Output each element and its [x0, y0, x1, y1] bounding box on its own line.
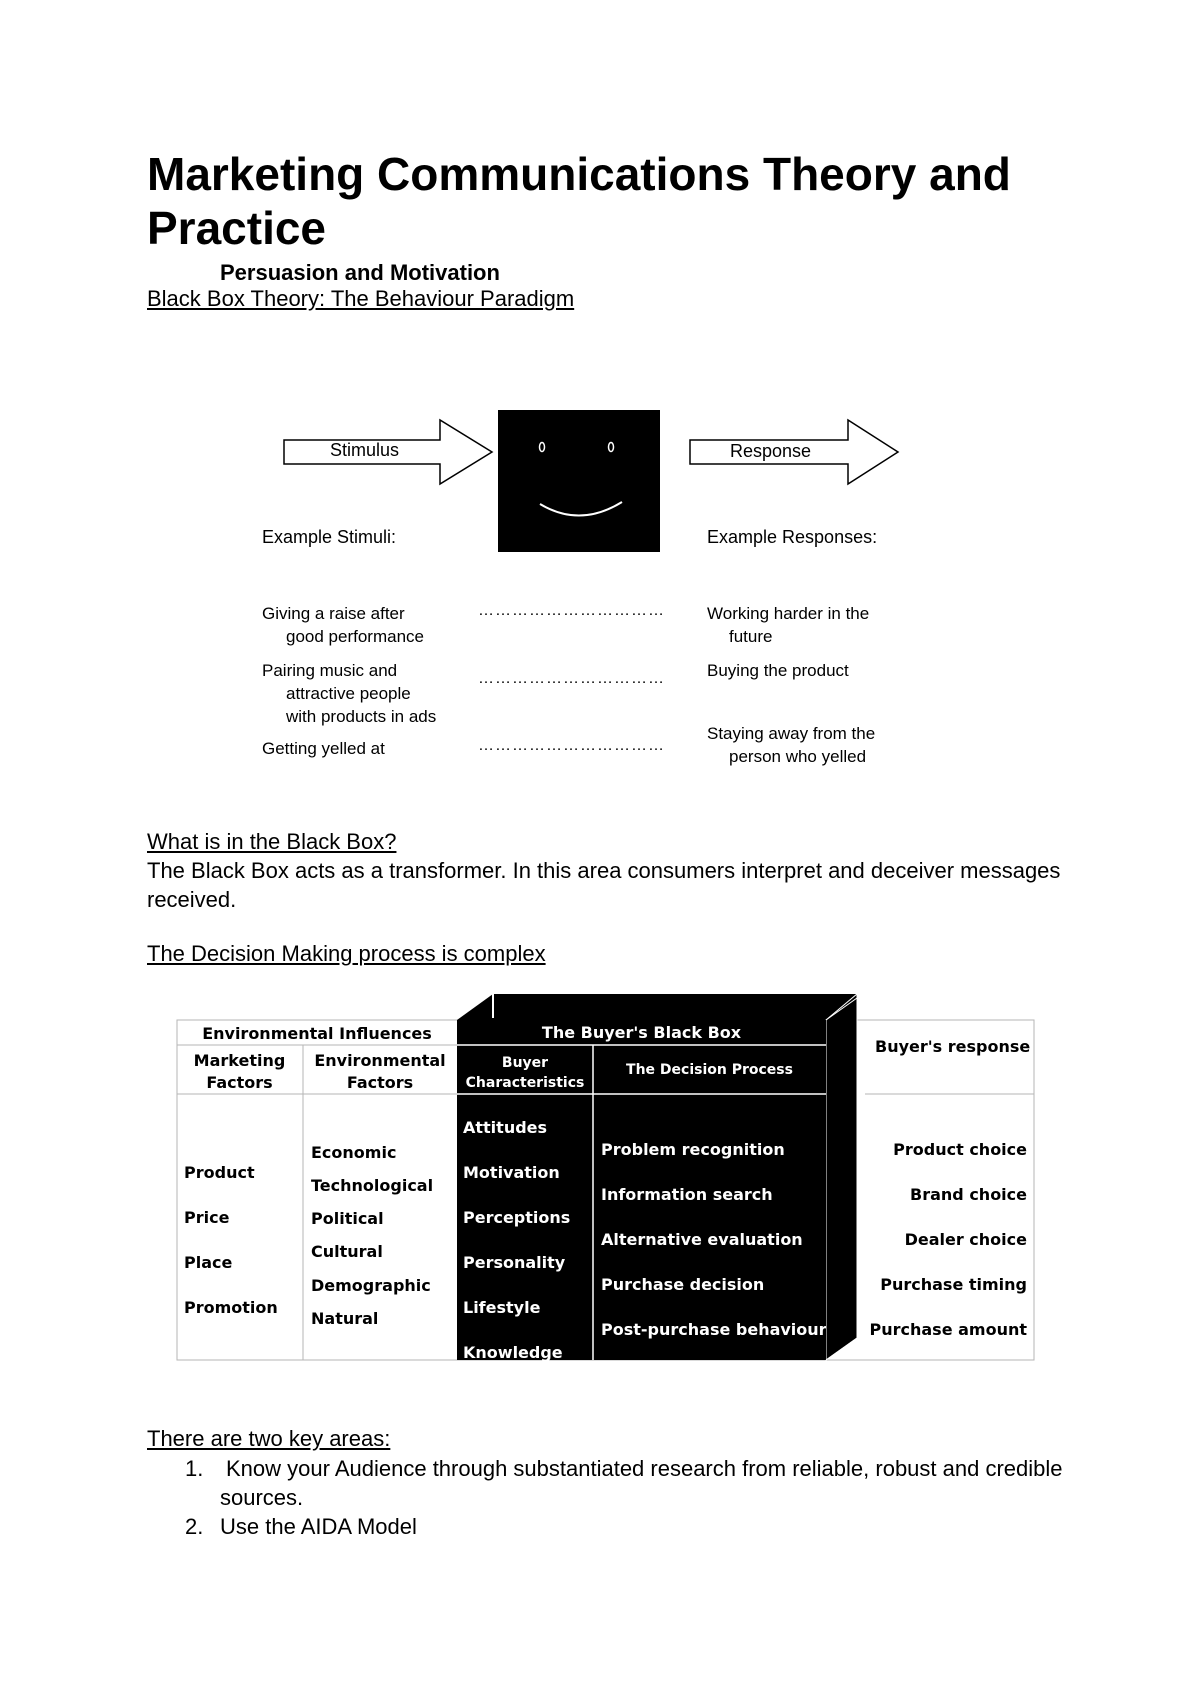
example-responses-label: Example Responses: [707, 527, 878, 547]
section-heading-black-box-theory: Black Box Theory: The Behaviour Paradigm [147, 286, 575, 311]
stimulus-line: Giving a raise after [262, 604, 405, 623]
stimulus-line: Pairing music and [262, 661, 398, 680]
stimulus-line: attractive people [286, 684, 411, 703]
cube-top [457, 994, 857, 1020]
decision-step: Alternative evaluation [601, 1230, 803, 1249]
section-heading-what-is-in-black-box: What is in the Black Box? [147, 829, 397, 854]
stimulus-example [262, 737, 385, 760]
decision-process-header: The Decision Process [626, 1062, 793, 1078]
black-box [498, 410, 660, 552]
buyers-black-box-header: The Buyer's Black Box [541, 1023, 742, 1042]
buyer-characteristic: Attitudes [463, 1118, 548, 1137]
stimulus-line: with products in ads [286, 707, 437, 726]
stimulus-example [262, 659, 436, 728]
buyer-characteristic: Motivation [463, 1163, 560, 1182]
environmental-factors-header: Environmental Factors [314, 1051, 446, 1092]
response-example [707, 659, 849, 682]
buyers-black-box-diagram [175, 990, 1035, 1370]
marketing-factors-header: Marketing Factors [193, 1051, 286, 1092]
response-label: Response [730, 441, 812, 461]
decision-step: Problem recognition [601, 1140, 785, 1159]
list-item-text: Know your Audience through substantiated research from reliable, robust and credible sources. [220, 1456, 1063, 1510]
environmental-factor: Cultural [311, 1242, 383, 1261]
buyer-characteristics-header: Buyer Characteristics [465, 1055, 585, 1091]
stimulus-line: good performance [286, 627, 424, 646]
black-box-stimulus-response-diagram [240, 400, 960, 780]
list-item-number: 2. [185, 1514, 204, 1539]
stimulus-label: Stimulus [330, 440, 400, 460]
cube-side [826, 994, 857, 1360]
list-item-text: Use the AIDA Model [220, 1514, 417, 1539]
response-line: future [729, 627, 773, 646]
connector-dots: …………………………… [478, 670, 665, 687]
section-heading-two-key-areas: There are two key areas: [147, 1426, 391, 1451]
marketing-factor: Place [184, 1253, 233, 1272]
buyer-response: Product choice [893, 1140, 1027, 1159]
section-heading-decision-making: The Decision Making process is complex [147, 941, 546, 966]
section-paragraph: The Black Box acts as a transformer. In this area consumers interpret and deceiver messages received. [147, 858, 1061, 912]
connector-dots: …………………………… [478, 737, 665, 754]
connector-dots: …………………………… [478, 602, 665, 619]
marketing-factor: Promotion [184, 1298, 278, 1317]
stimulus-line: Getting yelled at [262, 739, 385, 758]
buyer-response: Purchase amount [869, 1320, 1027, 1339]
response-line: Staying away from the [707, 724, 876, 743]
example-stimuli-label: Example Stimuli: [262, 527, 397, 547]
buyer-characteristic: Personality [463, 1253, 566, 1272]
list-item-number: 1. [185, 1456, 204, 1481]
marketing-factor: Product [184, 1163, 255, 1182]
response-line: person who yelled [729, 747, 867, 766]
buyer-response: Brand choice [910, 1185, 1027, 1204]
response-example [707, 722, 875, 768]
buyer-characteristic: Perceptions [463, 1208, 571, 1227]
document-title: Marketing Communications Theory and Practice [147, 148, 1011, 254]
environmental-factor: Political [311, 1209, 384, 1228]
environmental-factor: Demographic [311, 1276, 431, 1295]
response-example [707, 602, 869, 648]
response-line: Working harder in the [707, 604, 870, 623]
environmental-factor: Technological [311, 1176, 434, 1195]
response-line: Buying the product [707, 661, 849, 680]
buyer-response: Purchase timing [880, 1275, 1027, 1294]
environmental-factor: Economic [311, 1143, 397, 1162]
environmental-factor: Natural [311, 1309, 379, 1328]
buyer-characteristic: Knowledge [463, 1343, 563, 1362]
document-subtitle: Persuasion and Motivation [220, 260, 500, 285]
buyer-response: Dealer choice [904, 1230, 1027, 1249]
environmental-influences-header: Environmental Influences [202, 1024, 432, 1043]
marketing-factor: Price [184, 1208, 230, 1227]
decision-step: Purchase decision [601, 1275, 765, 1294]
decision-step: Information search [601, 1185, 773, 1204]
buyer-response-header: Buyer's response [875, 1037, 1031, 1056]
buyer-characteristic: Lifestyle [463, 1298, 541, 1317]
decision-step: Post-purchase behaviour [601, 1320, 827, 1339]
stimulus-example [262, 602, 424, 648]
